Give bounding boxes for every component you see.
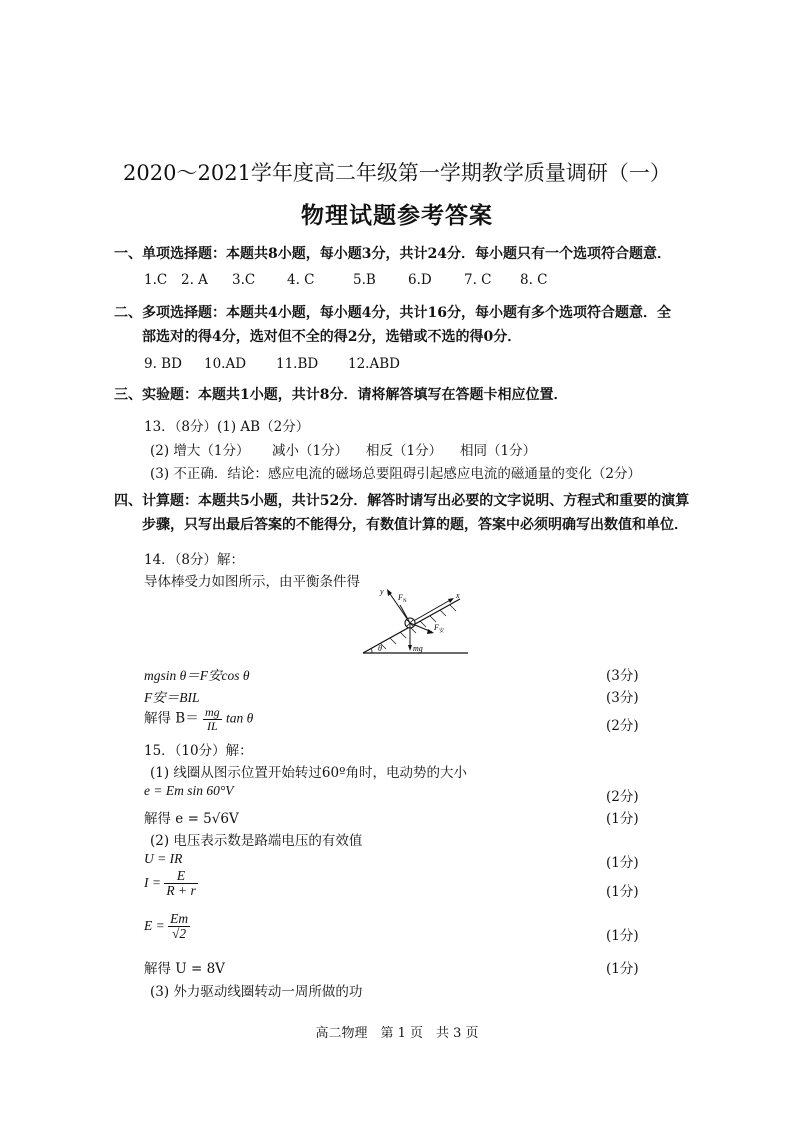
q15-eq2-score: (1分) — [606, 811, 639, 827]
q15-part1: (1) 线圈从图示位置开始转过60º角时，电动势的大小 — [150, 765, 467, 781]
answer-7: 7. C — [464, 272, 492, 288]
q15-eq5 — [144, 912, 190, 941]
section2-heading-line2: 部选对的得4分，选对但不全的得2分，选错或不选的得0分． — [142, 329, 522, 345]
answer-9: 9. BD — [144, 356, 182, 372]
angle-label: θ — [378, 644, 382, 653]
page-footer: 高二物理 第 1 页 共 3 页 — [315, 1026, 479, 1041]
answer-1: 1.C — [144, 272, 168, 288]
normal-force-subscript: N — [403, 599, 407, 604]
answer-3: 3.C — [232, 272, 256, 288]
q14-eq2: F安＝BIL — [144, 690, 200, 705]
q15-eq6-score: (1分) — [606, 961, 639, 977]
q15-eq5-lhs: E = — [144, 917, 165, 933]
q13-line1: 13．（8分）(1) AB（2分） — [144, 419, 310, 435]
q13-item-decrease: 减小（1分） — [272, 443, 349, 459]
answer-5: 5.B — [353, 272, 376, 288]
q15-eq4 — [144, 869, 198, 898]
q14-eq3-score: (2分) — [606, 718, 639, 734]
q15-eq4-fraction — [164, 869, 197, 898]
section3-heading: 三、实验题：本题共1小题，共计8分．请将解答填写在答题卡相应位置． — [114, 387, 568, 403]
normal-force-label: F — [398, 593, 403, 602]
q15-eq1-score: (2分) — [606, 789, 639, 805]
q15-eq4-denominator: R + r — [166, 883, 196, 899]
q14-eq3-fraction — [203, 706, 222, 732]
x-axis-label: x — [456, 591, 460, 600]
answer-10: 10.AD — [204, 356, 247, 372]
q13-item-increase: (2) 增大（1分） — [150, 443, 250, 459]
normal-force-arrow — [400, 605, 410, 623]
angle-arc — [371, 648, 372, 653]
q13-line3: (3) 不正确．结论：感应电流的磁场总要阻碍引起感应电流的磁通量的变化（2分） — [150, 466, 642, 482]
q14-eq3 — [144, 706, 253, 732]
force-diagram — [360, 585, 472, 657]
q15-eq4-score: (1分) — [606, 884, 639, 900]
q15-eq3: U = IR — [144, 851, 183, 866]
q15-part3: (3) 外力驱动线圈转动一周所做的功 — [150, 984, 363, 1000]
section2-heading-line1: 二、多项选择题：本题共4小题，每小题4分，共计16分，每小题有多个选项符合题意．全 — [114, 305, 671, 321]
answer-6: 6.D — [408, 272, 432, 288]
q15-eq6: 解得 U = 8V — [144, 961, 225, 977]
section4-heading-line2: 步骤，只写出最后答案的不能得分，有数值计算的题，答案中必须明确写出数值和单位． — [142, 517, 688, 533]
q14-eq3-denominator: IL — [207, 718, 218, 733]
q15-eq5-fraction — [168, 912, 190, 941]
q15-title: 15．（10分）解： — [144, 743, 253, 759]
q15-eq1: e = Em sin 60°V — [144, 783, 234, 798]
gravity-label: mg — [413, 644, 423, 653]
q13-item-opposite: 相反（1分） — [366, 443, 443, 459]
q15-eq5-score: (1分) — [606, 928, 639, 944]
q15-part2: (2) 电压表示数是路端电压的有效值 — [150, 833, 363, 849]
q14-eq3-numerator: mg — [205, 705, 220, 719]
y-axis-label: y — [380, 587, 384, 596]
section1-heading: 一、单项选择题：本题共8小题，每小题3分，共计24分．每小题只有一个选项符合题意． — [114, 246, 671, 262]
q14-intro: 导体棒受力如图所示，由平衡条件得 — [144, 574, 360, 590]
q15-eq3-score: (1分) — [606, 855, 639, 871]
q14-eq1: mgsin θ＝F安cos θ — [144, 668, 250, 683]
ampere-force-label: F — [434, 623, 439, 632]
q15-eq5-denominator: √2 — [172, 926, 187, 942]
exam-title: 2020～2021学年度高二年级第一学期教学质量调研（一） — [123, 161, 671, 185]
answer-2: 2. A — [181, 272, 208, 288]
section4-heading-line1: 四、计算题：本题共5小题，共计52分．解答时请写出必要的文字说明、方程式和重要的演算 — [114, 493, 690, 509]
q14-eq1-score: (3分) — [606, 668, 639, 684]
answer-8: 8. C — [520, 272, 548, 288]
incline-hatching — [380, 605, 456, 649]
ampere-force-subscript: 安 — [439, 628, 445, 634]
q13-item-same: 相同（1分） — [460, 443, 537, 459]
q15-eq2: 解得 e = 5√6V — [144, 811, 239, 827]
q14-eq3-prefix: 解得 B＝ — [144, 710, 199, 727]
answer-4: 4. C — [287, 272, 315, 288]
answer-11: 11.BD — [276, 356, 319, 372]
answer-12: 12.ABD — [348, 356, 400, 372]
q14-eq2-score: (3分) — [606, 690, 639, 706]
answer-key-title: 物理试题参考答案 — [301, 202, 493, 229]
q14-eq3-suffix: tan θ — [225, 710, 254, 726]
x-axis — [410, 599, 452, 623]
q14-title: 14．（8分）解： — [144, 552, 245, 568]
q15-eq4-lhs: I = — [144, 874, 161, 890]
q15-eq5-numerator: Em — [170, 911, 189, 926]
q15-eq4-numerator: E — [164, 869, 197, 884]
